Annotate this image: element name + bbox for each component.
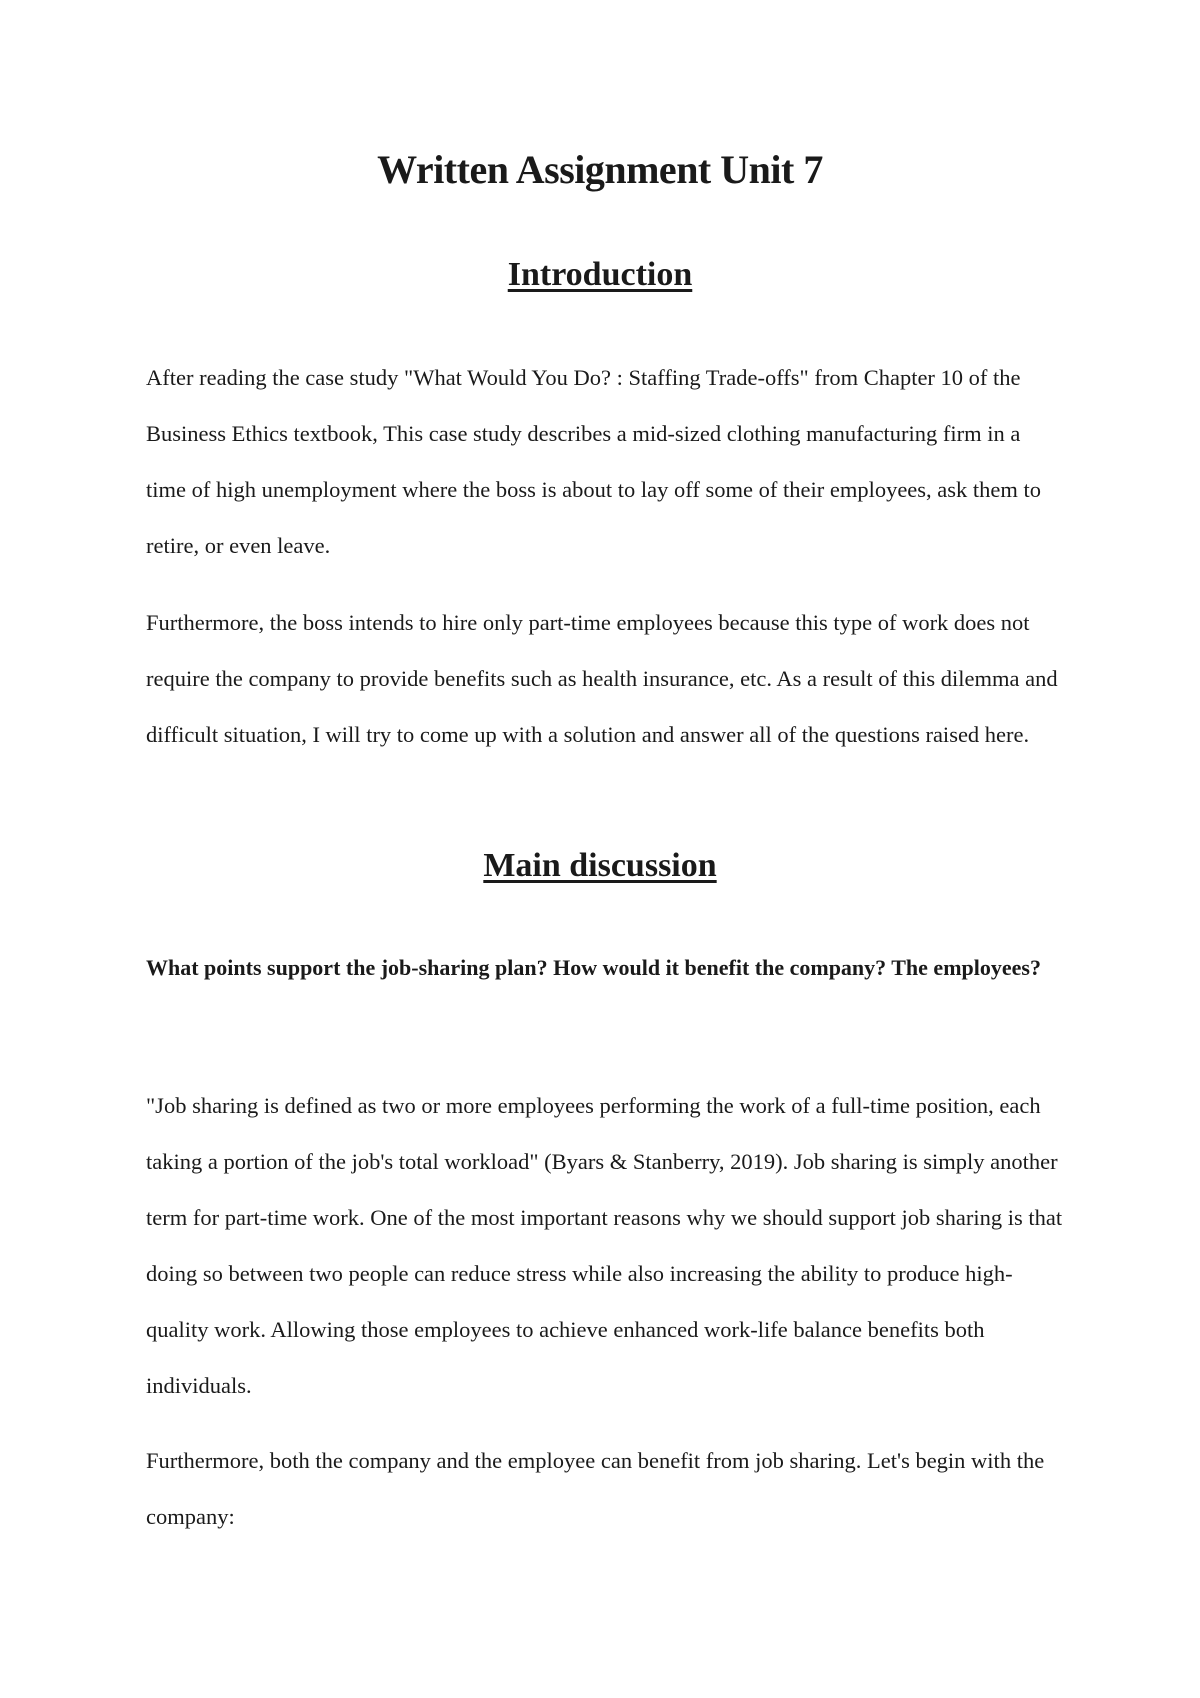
introduction-paragraph-2: Furthermore, the boss intends to hire only part-time employees because this type of work does not require the company to provide benefits such as health insurance, etc. As a result of this dilemma and difficult situation, I will try to come up with a solution and answer all of the questions raised here.	[146, 610, 1058, 747]
main-discussion-paragraph-1: "Job sharing is defined as two or more employees performing the work of a full-time position, each taking a portion of the job's total workload" (Byars & Stanberry, 2019). Job sharing is simply another term for part-time work. One of the most important reasons why we should support job sharing is that doing so between two people can reduce stress while also increasing the ability to produce high-quality work. Allowing those employees to achieve enhanced work-life balance benefits both individuals.	[146, 1093, 1063, 1398]
document-title: Written Assignment Unit 7	[377, 147, 823, 192]
main-discussion-paragraph-2: Furthermore, both the company and the employee can benefit from job sharing. Let's begin with the company:	[146, 1448, 1045, 1529]
discussion-question: What points support the job-sharing plan? How would it benefit the company? The employees?	[146, 955, 1041, 980]
introduction-heading: Introduction	[507, 256, 693, 293]
introduction-paragraph-1: After reading the case study "What Would You Do? : Staffing Trade-offs" from Chapter 10 of the Business Ethics textbook, This case study describes a mid-sized clothing manufacturing firm in a time of high unemployment where the boss is about to lay off some of their employees, ask them to retire, or even leave.	[146, 365, 1042, 558]
main-discussion-heading: Main discussion	[483, 847, 717, 884]
